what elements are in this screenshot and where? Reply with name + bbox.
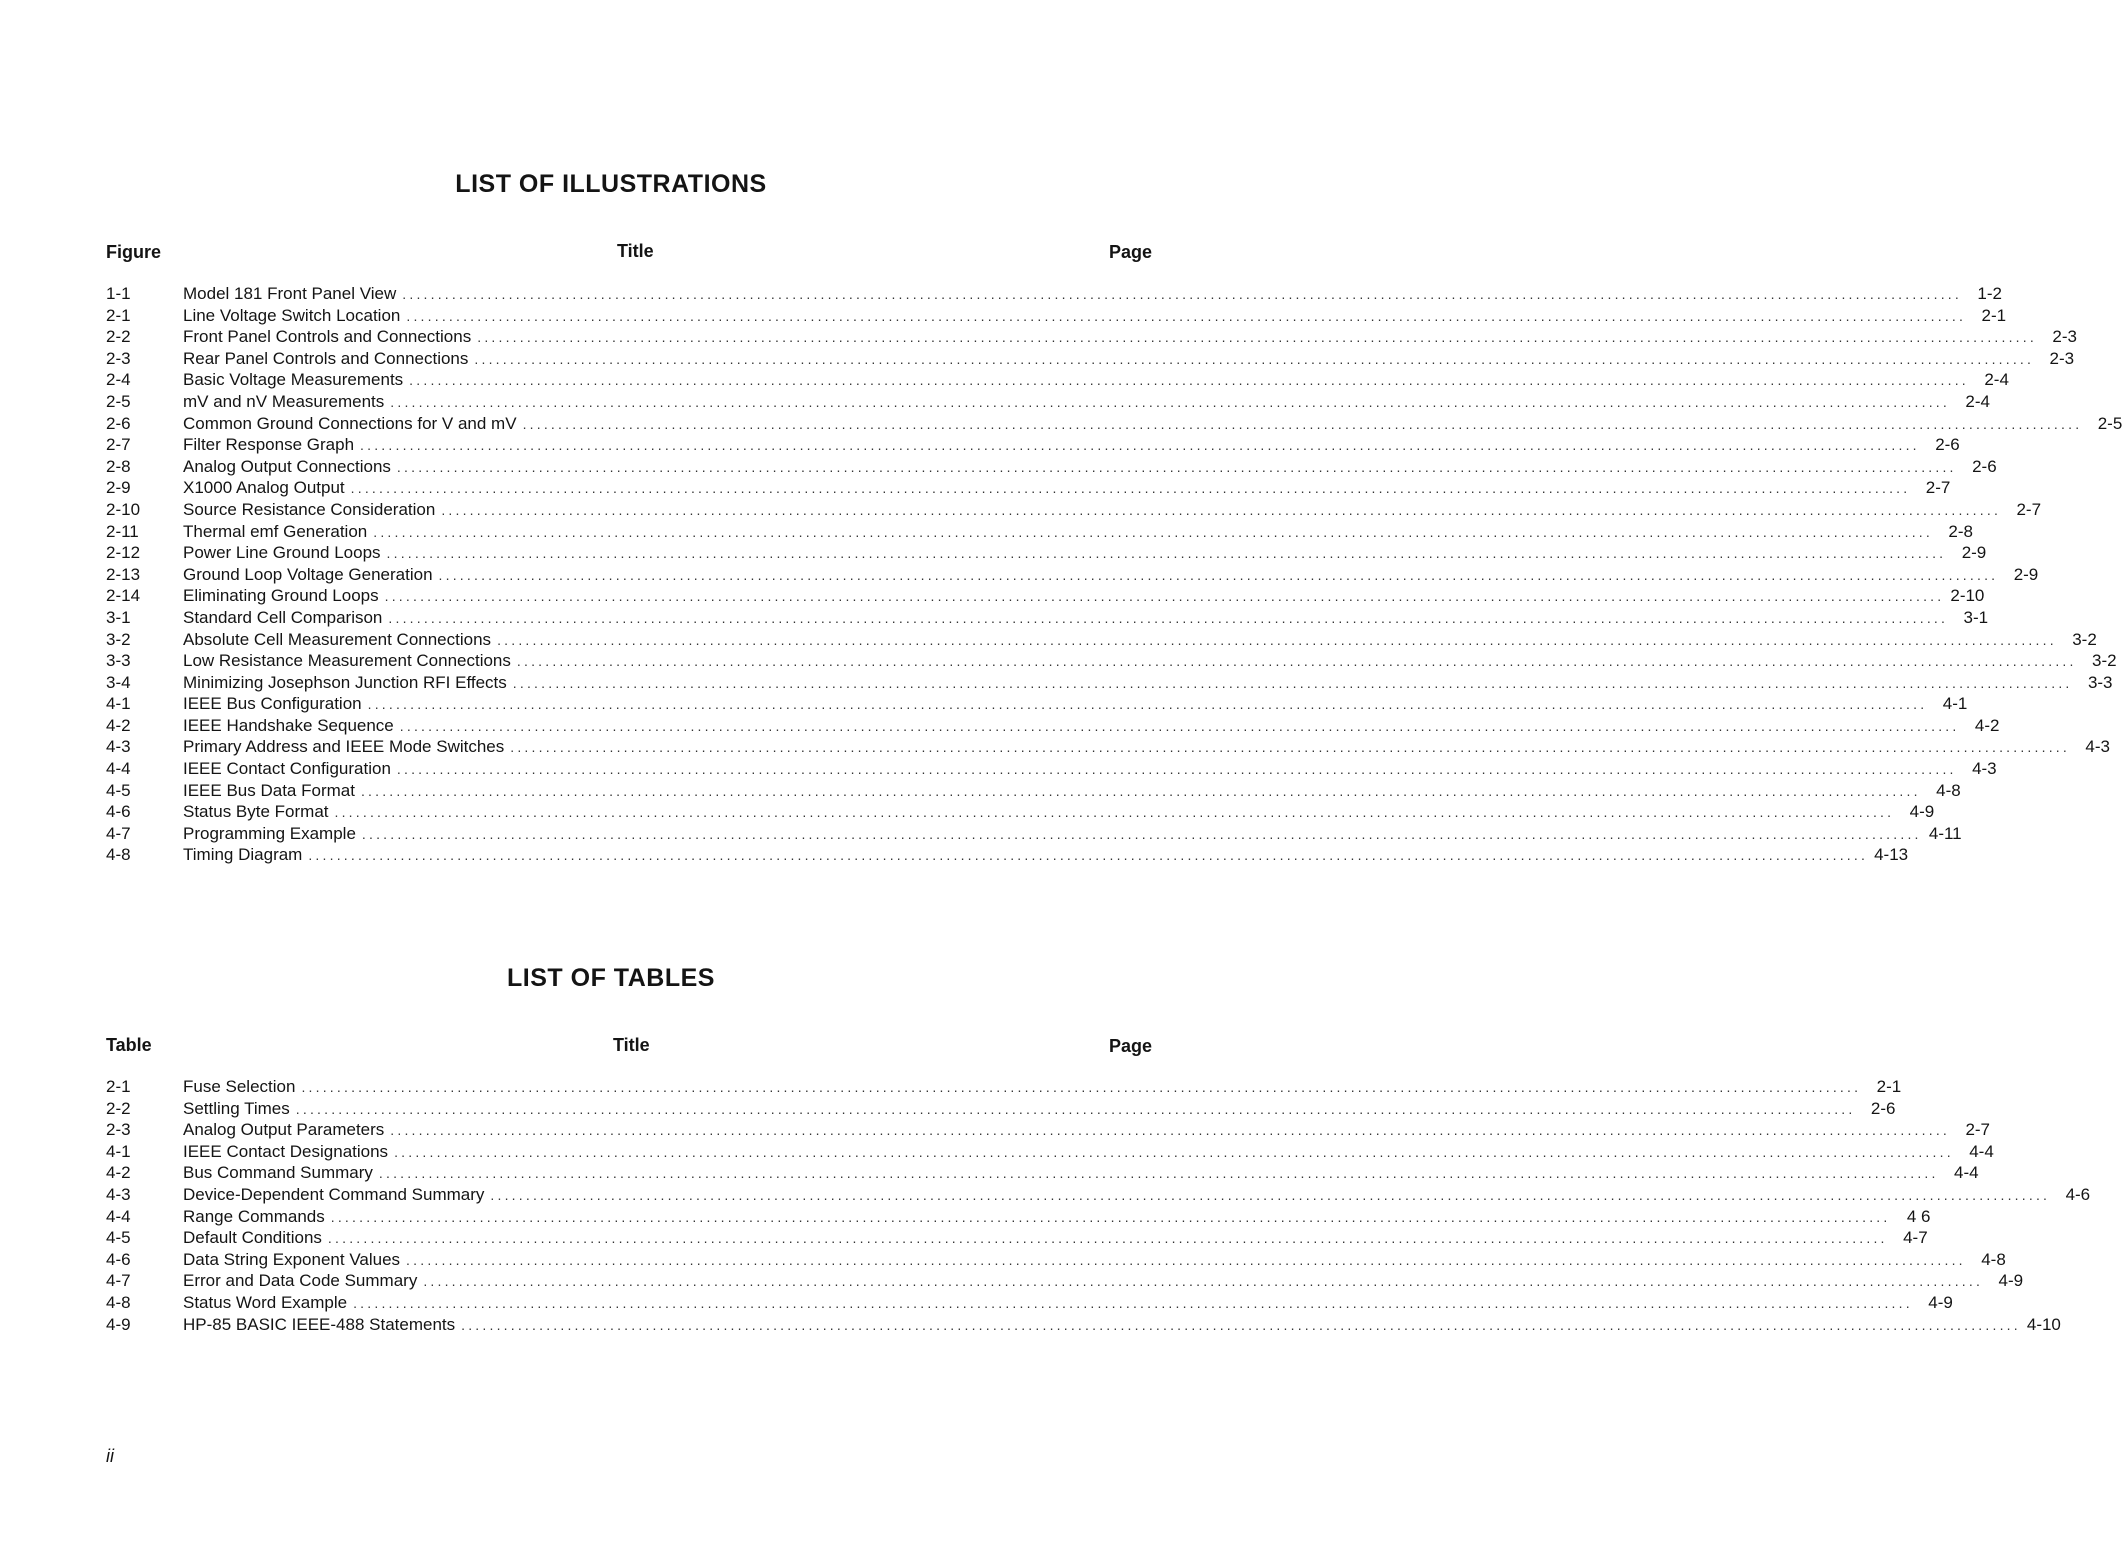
list-item [106,283,2002,305]
list-item [106,844,1909,866]
entry-line [183,1098,1896,1121]
list-item [106,1292,1953,1314]
entry-number: 2-1 [106,1077,131,1096]
entry-page: 2-4 [1984,370,2009,390]
entry-title: Bus Command Summary [183,1163,373,1183]
entry-number: 4-6 [106,802,131,822]
list-item [106,607,1989,629]
entry-number: 3-1 [106,607,131,627]
entry-line [183,456,1997,479]
leader-dots: ............................................................................................................................................................................................................................ [396,458,1957,475]
entry-line [183,348,2075,371]
leader-dots: ............................................................................................................................................................................................................................ [441,501,2002,518]
entry-number: 4-3 [106,1184,131,1204]
entry-number: 4-5 [106,780,131,800]
entry-number: 2-2 [106,1098,131,1118]
entry-title: Minimizing Josephson Junction RFI Effects [183,672,507,692]
entry-title: Thermal emf Generation [183,521,368,541]
leader-dots: ............................................................................................................................................................................................................................ [512,674,2073,691]
entry-number: 4-2 [106,715,131,735]
entry-page: 4-9 [1928,1292,1953,1312]
entry-page: 4-9 [1998,1271,2024,1291]
list-item [106,1314,2061,1336]
entry-number: 4-2 [106,1163,131,1183]
entry-line [183,1227,1928,1250]
entry-title: Absolute Cell Measurement Connections [183,629,492,649]
entry-line [183,413,2122,436]
entry-line [183,477,1951,500]
leader-dots: ............................................................................................................................................................................................................................ [350,480,1911,497]
entry-number: 4-7 [106,1271,131,1291]
entry-page: 4-7 [1903,1228,1928,1248]
entry-title: IEEE Contact Configuration [183,759,391,779]
entry-number: 4-7 [106,823,131,843]
entry-page: 2-1 [1876,1077,1902,1096]
leader-dots: ............................................................................................................................................................................................................................ [406,1251,1966,1268]
entry-line [183,305,2007,328]
entry-page: 2-6 [1935,435,1960,455]
entry-title: mV and nV Measurements [183,391,385,411]
entry-line [183,844,1909,867]
entry-title: Eliminating Ground Loops [183,586,379,606]
entry-title: Timing Diagram [183,845,303,865]
leader-dots: ............................................................................................................................................................................................................................ [295,1100,1856,1117]
entry-page: 3-1 [1963,607,1989,627]
entry-line [183,1184,2091,1207]
entry-title: Analog Output Parameters [183,1120,385,1140]
leader-dots: ............................................................................................................................................................................................................................ [396,761,1957,778]
entry-line [183,650,2117,673]
leader-dots: ............................................................................................................................................................................................................................ [474,350,2035,367]
leader-dots: ............................................................................................................................................................................................................................ [308,847,1869,864]
entry-line [183,758,1997,781]
leader-dots: ............................................................................................................................................................................................................................ [390,1122,1951,1139]
entry-number: 2-12 [106,543,141,563]
entry-title: HP-85 BASIC IEEE-488 Statements [183,1314,456,1334]
tables-page-column-header: Page [1109,1036,1153,1056]
entry-page: 4 6 [1906,1206,1931,1226]
entry-line [183,499,2042,522]
list-item [106,564,2039,586]
list-item [106,758,1997,780]
list-item [106,1119,1991,1141]
entry-page: 2-7 [1925,478,1951,498]
entry-title: Data String Exponent Values [183,1249,401,1269]
entry-page: 2-9 [1961,543,1987,563]
list-item [106,672,2113,694]
leader-dots: ............................................................................................................................................................................................................................ [394,1143,1954,1160]
entry-line [183,1292,1953,1315]
entry-title: Rear Panel Controls and Connections [183,348,469,368]
entry-number: 4-9 [106,1314,131,1334]
leader-dots: ............................................................................................................................................................................................................................ [399,717,1960,734]
entry-title: Default Conditions [183,1228,322,1248]
leader-dots: ............................................................................................................................................................................................................................ [327,1230,1888,1247]
entry-number: 3-3 [106,651,131,671]
entry-number: 4-3 [106,737,131,757]
entry-line [183,1206,1931,1229]
entry-title: Error and Data Code Summary [183,1271,418,1291]
leader-dots: ............................................................................................................................................................................................................................ [461,1316,2021,1333]
list-item [106,1184,2091,1206]
leader-dots: ............................................................................................................................................................................................................................ [353,1294,1913,1311]
leader-dots: ............................................................................................................................................................................................................................ [373,523,1933,540]
entry-page: 2-3 [2052,327,2077,347]
list-item [106,413,2122,435]
leader-dots: ............................................................................................................................................................................................................................ [334,804,1895,821]
entry-page: 2-6 [1870,1098,1896,1118]
entry-line [183,434,1960,457]
entry-page: 4-8 [1981,1249,2006,1269]
entry-title: IEEE Bus Configuration [183,694,362,714]
list-item [106,650,2117,672]
entry-title: IEEE Bus Data Format [183,780,355,800]
list-item [106,521,1973,543]
entry-number: 2-10 [106,499,141,519]
leader-dots: ............................................................................................................................................................................................................................ [378,1165,1939,1182]
list-item [106,1206,1931,1228]
entry-number: 2-3 [106,348,131,368]
leader-dots: ............................................................................................................................................................................................................................ [490,1186,2051,1203]
entry-number: 1-1 [106,284,131,303]
entry-number: 2-3 [106,1120,131,1140]
tables-heading: LIST OF TABLES [507,964,715,992]
list-item [106,585,1985,607]
entry-number: 4-5 [106,1228,131,1248]
entry-line [183,672,2113,695]
entry-title: Programming Example [183,823,356,843]
leader-dots: ............................................................................................................................................................................................................................ [360,782,1921,799]
entry-page: 2-5 [2097,413,2122,433]
table-column-header: Table [106,1035,152,1055]
entry-line [183,1119,1991,1142]
entry-title: Basic Voltage Measurements [183,370,404,390]
entry-title: Ground Loop Voltage Generation [183,564,433,584]
entry-page: 2-7 [1965,1120,1991,1140]
entry-number: 4-1 [106,1141,131,1161]
entry-title: Power Line Ground Loops [183,543,381,563]
leader-dots: ............................................................................................................................................................................................................................ [386,545,1947,562]
tables-title-column-header: Title [613,1035,650,1055]
entry-title: Standard Cell Comparison [183,607,383,627]
list-item [106,456,1997,478]
entry-number: 2-14 [106,586,141,606]
entry-line [183,736,2110,759]
list-item [106,736,2110,758]
entry-number: 2-8 [106,456,131,476]
entry-page: 1-2 [1977,284,2002,303]
entry-line [183,1270,2024,1293]
list-item [106,629,2097,651]
illustrations-heading: LIST OF ILLUSTRATIONS [455,170,767,198]
list-item [106,369,2009,391]
leader-dots: ............................................................................................................................................................................................................................ [390,393,1950,410]
entry-number: 4-8 [106,845,131,865]
entry-page: 4-8 [1936,780,1961,800]
list-item [106,434,1960,456]
illustrations-page-column-header: Page [1109,242,1153,262]
list-item [106,1141,1994,1163]
list-item [106,823,1962,845]
list-item [106,391,1990,413]
leader-dots: ............................................................................................................................................................................................................................ [497,631,2057,648]
entry-page: 4-4 [1954,1163,1979,1183]
entry-line [183,542,1987,565]
leader-dots: ............................................................................................................................................................................................................................ [510,739,2070,756]
leader-dots: ............................................................................................................................................................................................................................ [423,1273,1984,1290]
leader-dots: ............................................................................................................................................................................................................................ [522,415,2083,432]
list-item [106,715,2000,737]
entry-line [183,369,2009,392]
entry-number: 4-6 [106,1249,131,1269]
list-item [106,348,2075,370]
entry-line [183,629,2097,652]
entry-page: 4-6 [2065,1184,2091,1204]
leader-dots: ............................................................................................................................................................................................................................ [438,566,1999,583]
entry-number: 4-4 [106,759,131,779]
entry-page: 2-10 [1950,586,1985,606]
entry-line [183,801,1935,824]
illustrations-list [106,283,2122,866]
entry-page: 2-6 [1972,456,1997,476]
entry-line [183,693,1968,716]
entry-page: 4-11 [1928,823,1962,843]
entry-number: 2-13 [106,564,141,584]
list-item [106,693,1968,715]
entry-title: Analog Output Connections [183,456,391,476]
entry-number: 3-2 [106,629,131,649]
list-item [106,542,1987,564]
entry-number: 2-11 [106,521,139,541]
entry-number: 4-1 [106,694,131,714]
entry-page: 4-3 [1972,759,1997,779]
list-item [106,780,1961,802]
figure-column-header: Figure [106,242,162,262]
entry-page: 4-10 [2026,1314,2061,1334]
entry-title: Filter Response Graph [183,435,355,455]
list-item [106,1227,1928,1249]
entry-title: Primary Address and IEEE Mode Switches [183,737,505,757]
entry-page: 2-9 [2013,564,2039,584]
entry-page: 3-2 [2092,651,2117,671]
entry-title: Range Commands [183,1206,325,1226]
list-item [106,1249,2006,1271]
entry-page: 2-7 [2016,499,2042,519]
page-number: ii [106,1446,114,1466]
entry-title: X1000 Analog Output [183,478,345,498]
entry-title: Device-Dependent Command Summary [183,1184,485,1204]
leader-dots: ............................................................................................................................................................................................................................ [388,609,1949,626]
leader-dots: ............................................................................................................................................................................................................................ [516,653,2077,670]
entry-page: 4-3 [2085,737,2110,757]
entry-line [183,564,2039,587]
entry-title: Line Voltage Switch Location [183,305,401,325]
leader-dots: ............................................................................................................................................................................................................................ [406,307,1967,324]
entry-number: 2-6 [106,413,131,433]
list-item [106,305,2007,327]
entry-title: Status Byte Format [183,802,329,822]
entry-title: Low Resistance Measurement Connections [183,651,511,671]
entry-title: Status Word Example [183,1292,348,1312]
entry-line [183,607,1989,630]
leader-dots: ............................................................................................................................................................................................................................ [330,1208,1891,1225]
entry-page: 4-13 [1874,845,1909,865]
entry-number: 4-8 [106,1292,131,1312]
entry-line [183,1076,1902,1099]
entry-page: 3-2 [2072,629,2097,649]
entry-number: 2-1 [106,305,131,325]
entry-page: 4-9 [1909,802,1935,822]
entry-number: 2-7 [106,435,131,455]
tables-list [106,1076,2091,1335]
entry-number: 4-4 [106,1206,131,1226]
list-item [106,1098,1896,1120]
entry-number: 2-2 [106,327,131,347]
entry-line [183,1141,1994,1164]
entry-number: 2-5 [106,391,131,411]
leader-dots: ............................................................................................................................................................................................................................ [384,588,1945,605]
entry-line [183,283,2002,306]
entry-number: 2-9 [106,478,131,498]
leader-dots: ............................................................................................................................................................................................................................ [361,825,1922,842]
entry-title: Fuse Selection [183,1077,296,1096]
leader-dots: ............................................................................................................................................................................................................................ [477,329,2037,346]
list-item [106,801,1935,823]
entry-title: IEEE Contact Designations [183,1141,389,1161]
entry-line [183,326,2077,349]
entry-title: Model 181 Front Panel View [183,284,397,303]
entry-page: 3-3 [2087,672,2113,692]
leader-dots: ............................................................................................................................................................................................................................ [367,696,1928,713]
list-item [106,326,2077,348]
entry-line [183,1314,2061,1337]
entry-line [183,521,1973,544]
entry-line [183,780,1961,803]
entry-page: 4-2 [1974,715,2000,735]
list-item [106,499,2042,521]
entry-line [183,391,1990,414]
entry-page: 4-4 [1969,1141,1994,1161]
entry-line [183,823,1962,846]
list-item [106,1076,1902,1098]
entry-line [183,1162,1979,1185]
entry-title: IEEE Handshake Sequence [183,715,394,735]
entry-number: 3-4 [106,672,131,692]
entry-line [183,585,1985,608]
entry-page: 4-1 [1942,694,1968,714]
entry-page: 2-8 [1948,521,1973,541]
entry-title: Common Ground Connections for V and mV [183,413,517,433]
entry-page: 2-3 [2049,348,2075,368]
leader-dots: ............................................................................................................................................................................................................................ [409,372,1969,389]
entry-page: 2-1 [1981,305,2007,325]
entry-title: Front Panel Controls and Connections [183,327,472,347]
entry-page: 2-4 [1965,391,1990,411]
list-item [106,1270,2024,1292]
entry-line [183,715,2000,738]
entry-line [183,1249,2006,1272]
entry-number: 2-4 [106,370,131,390]
leader-dots: ............................................................................................................................................................................................................................ [360,437,1920,454]
leader-dots: ............................................................................................................................................................................................................................ [402,286,1962,302]
entry-title: Settling Times [183,1098,290,1118]
list-item [106,477,1951,499]
list-item [106,1162,1979,1184]
illustrations-title-column-header: Title [617,241,654,261]
entry-title: Source Resistance Consideration [183,499,436,519]
leader-dots: ............................................................................................................................................................................................................................ [301,1079,1862,1095]
